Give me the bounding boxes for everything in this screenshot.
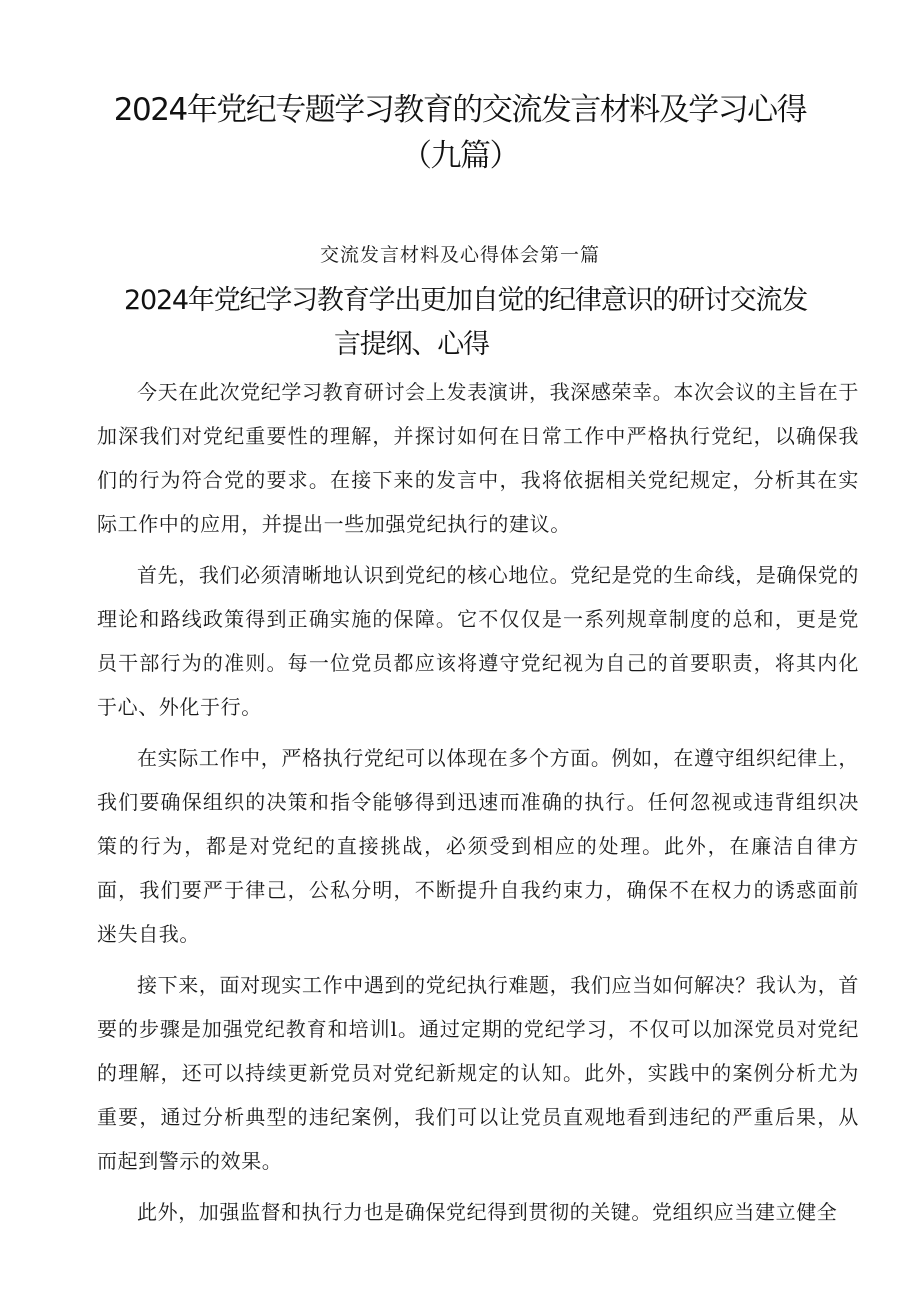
paragraph-5: 此外，加强监督和执行力也是确保党纪得到贯彻的关键。党组织应当建立健全 xyxy=(137,1200,838,1224)
document-title-suffix: （九篇） xyxy=(401,138,519,174)
section-label: 交流发言材料及心得体会第一篇 xyxy=(319,244,600,266)
article-title-continuation: 言提纲、心得 xyxy=(334,329,489,360)
document-title: 2024年党纪专题学习教育的交流发言材料及学习心得 xyxy=(113,92,807,128)
paragraph-2: 首先，我们必须清晰地认识到党纪的核心地位。党纪是党的生命线，是确保党的理论和路线政策得到正确实施的保障。它不仅仅是一系列规章制度的总和，更是党员干部行为的准则。每一位党员都应该将遵守党纪视为自己的首要职责，将其内化于心、外化于行。 xyxy=(97,563,859,719)
paragraph-1: 今天在此次党纪学习教育研讨会上发表演讲，我深感荣幸。本次会议的主旨在于加深我们对党纪重要性的理解，并探讨如何在日常工作中严格执行党纪，以确保我们的行为符合党的要求。在接下来的发言中，我将依据相关党纪规定，分析其在实际工作中的应用，并提出一些加强党纪执行的建议。 xyxy=(97,380,859,536)
article-title: 2024年党纪学习教育学出更加自觉的纪律意识的研讨交流发 xyxy=(124,285,808,316)
paragraph-4: 接下来，面对现实工作中遇到的党纪执行难题，我们应当如何解决？我认为，首要的步骤是加强党纪教育和培训l。通过定期的党纪学习，不仅可以加深党员对党纪的理解，还可以持续更新党员对党纪新规定的认知。此外，实践中的案例分析尤为重要，通过分析典型的违纪案例，我们可以让党员直观地看到违纪的严重后果，从而起到警示的效果。 xyxy=(97,973,859,1173)
paragraph-3: 在实际工作中，严格执行党纪可以体现在多个方面。例如，在遵守组织纪律上，我们要确保组织的决策和指令能够得到迅速而准确的执行。任何忽视或违背组织决策的行为，都是对党纪的直接挑战，必须受到相应的处理。此外，在廉洁自律方面，我们要严于律己，公私分明，不断提升自我约束力，确保不在权力的诱惑面前迷失自我。 xyxy=(97,746,859,946)
article-body xyxy=(97,370,859,1241)
